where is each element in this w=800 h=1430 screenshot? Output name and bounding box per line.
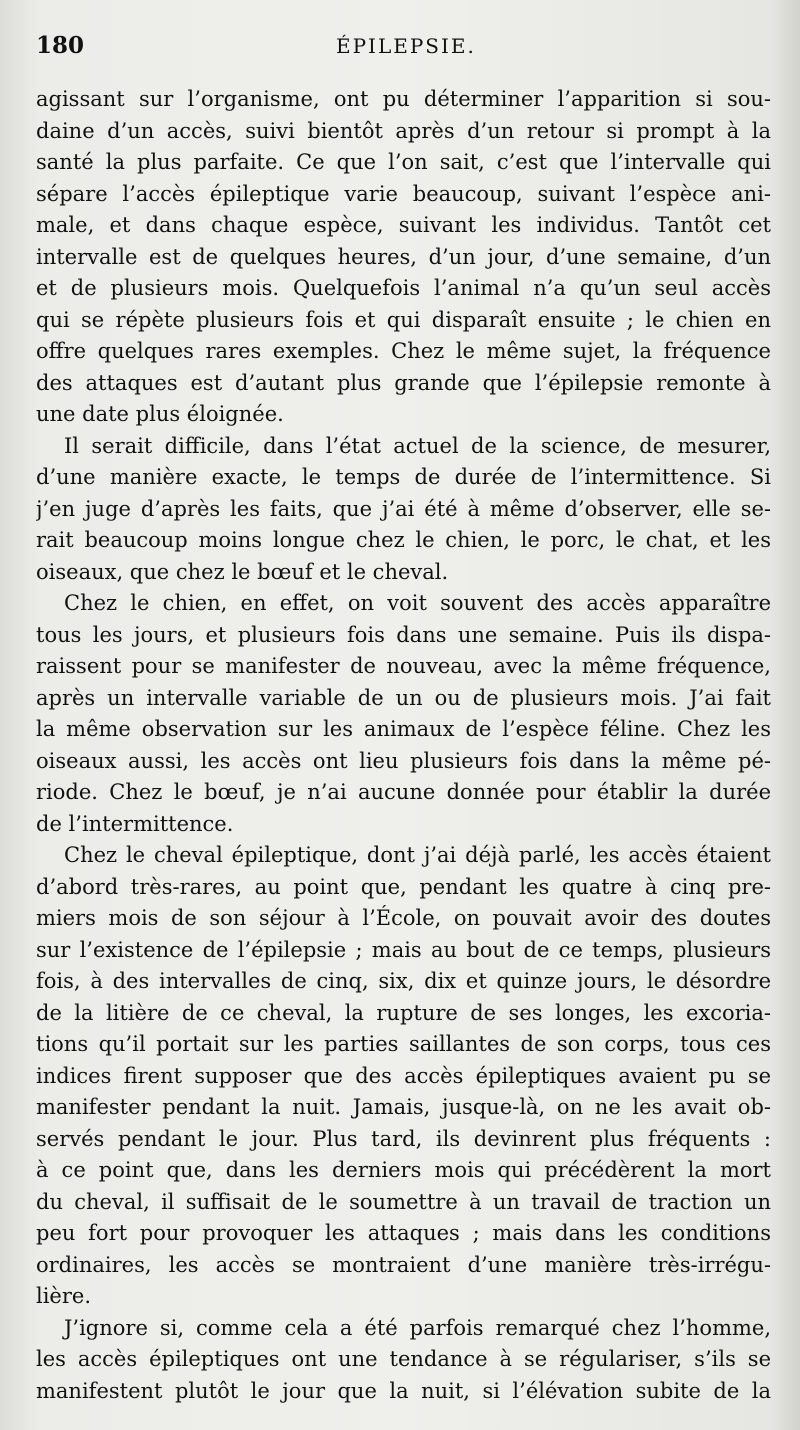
text-line: offre quelques rares exemples. Chez le même sujet, la fréquence (36, 339, 771, 363)
body-text (36, 84, 771, 1407)
running-head (36, 32, 766, 72)
text-line: de l’intermittence. (36, 811, 234, 836)
text-line: manifester pendant la nuit. Jamais, jusque-là, on ne les avait ob- (36, 1095, 771, 1119)
text-line: tions qu’il portait sur les parties saillantes de son corps, tous ces (36, 1032, 771, 1056)
text-line: sur l’existence de l’épilepsie ; mais au bout de ce temps, plusieurs (36, 937, 771, 962)
text-line: J’ignore si, comme cela a été parfois remarqué chez l’homme, (64, 1315, 771, 1340)
text-line: santé la plus parfaite. Ce que l’on sait, c’est que l’intervalle qui (36, 150, 771, 174)
text-line: lière. (36, 1284, 92, 1308)
text-line: raissent pour se manifester de nouveau, avec la même fréquence, (36, 654, 771, 678)
text-line: daine d’un accès, suivi bientôt après d’un retour si prompt à la (36, 118, 771, 143)
text-line: du cheval, il suffisait de le soumettre à un travail de traction un (36, 1189, 771, 1214)
running-title: ÉPILEPSIE. (336, 34, 476, 58)
text-line: intervalle est de quelques heures, d’un jour, d’une semaine, d’un (36, 244, 771, 269)
text-line: indices firent supposer que des accès épileptiques avaient pu se (36, 1063, 771, 1088)
text-line: male, et dans chaque espèce, suivant les individus. Tantôt cet (36, 213, 771, 237)
text-line: la même observation sur les animaux de l’espèce féline. Chez les (36, 717, 771, 741)
paragraph (36, 431, 771, 589)
text-line: manifestent plutôt le jour que la nuit, si l’élévation subite de la (36, 1378, 771, 1403)
text-line: d’abord très-rares, au point que, pendant les quatre à cinq pre- (36, 874, 771, 899)
text-line: sépare l’accès épileptique varie beaucoup, suivant l’espèce ani- (36, 181, 771, 206)
text-line: à ce point que, dans les derniers mois qui précédèrent la mort (36, 1158, 771, 1182)
text-line: d’une manière exacte, le temps de durée de l’intermittence. Si (36, 465, 771, 489)
text-line: oiseaux aussi, les accès ont lieu plusieurs fois dans la même pé- (36, 748, 771, 773)
text-line: j’en juge d’après les faits, que j’ai été à même d’observer, elle se- (36, 496, 771, 521)
text-line: des attaques est d’autant plus grande que l’épilepsie remonte à (36, 370, 771, 395)
text-line: et de plusieurs mois. Quelquefois l’animal n’a qu’un seul accès (36, 276, 771, 300)
text-line: ordinaires, les accès se montraient d’une manière très-irrégu- (36, 1252, 771, 1277)
text-line: Chez le cheval épileptique, dont j’ai déjà parlé, les accès étaient (64, 843, 771, 867)
text-line: tous les jours, et plusieurs fois dans une semaine. Puis ils dispa- (36, 622, 771, 647)
text-line: servés pendant le jour. Plus tard, ils devinrent plus fréquents : (36, 1126, 771, 1151)
text-line: agissant sur l’organisme, ont pu déterminer l’apparition si sou- (36, 87, 771, 111)
text-line: fois, à des intervalles de cinq, six, dix et quinze jours, le désordre (36, 969, 771, 993)
text-line: Chez le chien, en effet, on voit souvent des accès apparaître (64, 591, 771, 615)
text-line: les accès épileptiques ont une tendance à se régulariser, s’ils se (36, 1347, 771, 1371)
text-line: une date plus éloignée. (36, 402, 284, 426)
paragraph (36, 1313, 771, 1408)
text-line: Il serait difficile, dans l’état actuel de la science, de mesurer, (64, 433, 771, 458)
text-line: oiseaux, que chez le bœuf et le cheval. (36, 559, 449, 584)
text-line: qui se répète plusieurs fois et qui disparaît ensuite ; le chien en (36, 307, 771, 332)
text-line: de la litière de ce cheval, la rupture de ses longes, les excoria- (36, 1000, 771, 1025)
text-line: peu fort pour provoquer les attaques ; mais dans les conditions (36, 1221, 771, 1245)
paragraph (36, 84, 771, 431)
paragraph (36, 840, 771, 1313)
text-line: miers mois de son séjour à l’École, on pouvait avoir des doutes (36, 906, 771, 930)
paragraph (36, 588, 771, 840)
page-number: 180 (36, 32, 85, 59)
text-line: après un intervalle variable de un ou de plusieurs mois. J’ai fait (36, 685, 771, 710)
text-line: rait beaucoup moins longue chez le chien, le porc, le chat, et les (36, 528, 771, 552)
text-line: riode. Chez le bœuf, je n’ai aucune donnée pour établir la durée (36, 780, 771, 804)
